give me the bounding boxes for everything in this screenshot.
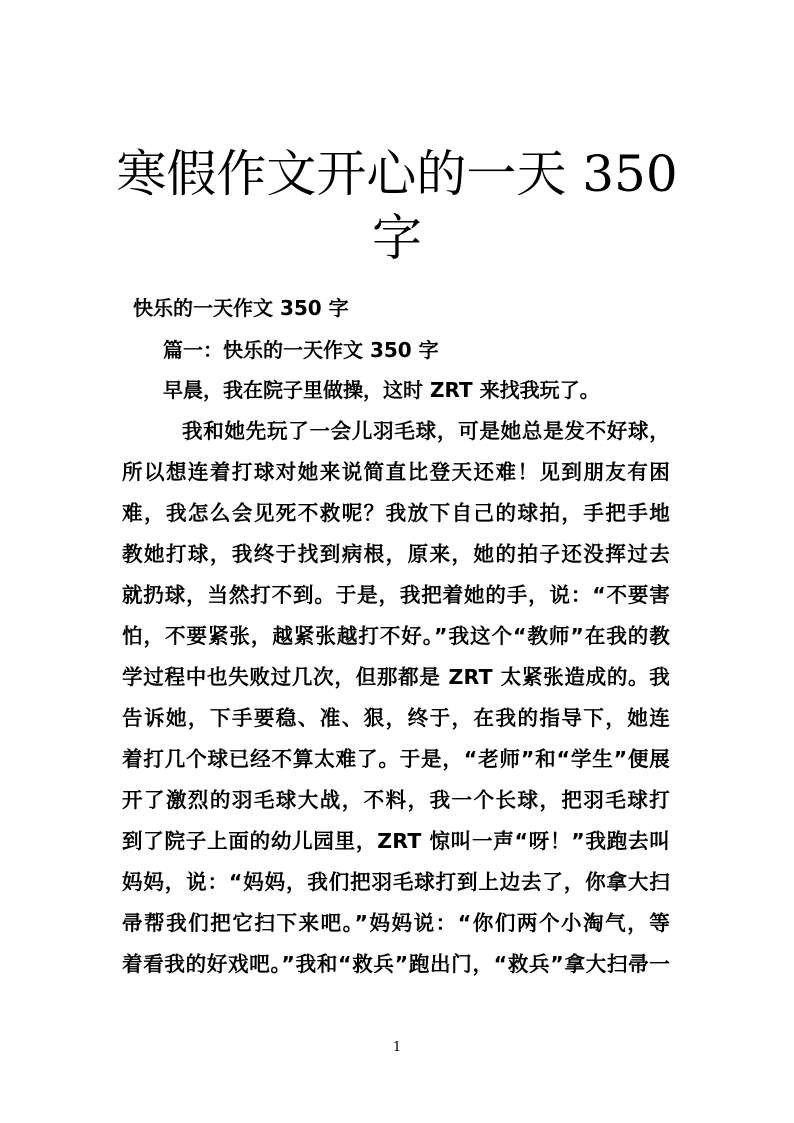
body-line: 学过程中也失败过几次，但那都是 ZRT 太紧张造成的。我: [122, 665, 670, 689]
body-line: 就扔球，当然打不到。于是，我把着她的手，说：“不要害: [122, 583, 670, 607]
body-line: 到了院子上面的幼儿园里，ZRT 惊叫一声“呀！”我跑去叫: [122, 829, 670, 853]
body-line: 帚帮我们把它扫下来吧。”妈妈说：“你们两个小淘气，等: [122, 911, 670, 935]
document-title-line-1: 寒假作文开心的一天 350: [116, 145, 678, 203]
body-line: 怕，不要紧张，越紧张越打不好。”我这个“教师”在我的教: [122, 624, 670, 648]
body-line: 我和她先玩了一会儿羽毛球，可是她总是发不好球，: [182, 419, 670, 443]
body-line: 教她打球，我终于找到病根，原来，她的拍子还没挥过去: [122, 542, 670, 566]
subtitle: 快乐的一天作文 350 字: [133, 296, 349, 320]
body-line: 告诉她，下手要稳、准、狠，终于，在我的指导下，她连: [122, 706, 670, 730]
body-line: 所以想连着打球对她来说简直比登天还难！见到朋友有困: [122, 460, 670, 484]
body-line: 难，我怎么会见死不救呢？我放下自己的球拍，手把手地: [122, 501, 670, 525]
page-number: 1: [392, 1040, 402, 1055]
body-line: 着看我的好戏吧。”我和“救兵”跑出门，“救兵”拿大扫帚一: [122, 952, 670, 976]
body-line: 妈妈，说：“妈妈，我们把羽毛球打到上边去了，你拿大扫: [122, 870, 670, 894]
body-line: 开了激烈的羽毛球大战，不料，我一个长球，把羽毛球打: [122, 788, 670, 812]
document-title-line-2: 字: [372, 209, 422, 267]
body-line: 着打几个球已经不算太难了。于是，“老师”和“学生”便展: [122, 747, 670, 771]
intro-paragraph: 早晨，我在院子里做操，这时 ZRT 来找我玩了。: [163, 378, 600, 402]
section-heading: 篇一：快乐的一天作文 350 字: [163, 338, 439, 362]
